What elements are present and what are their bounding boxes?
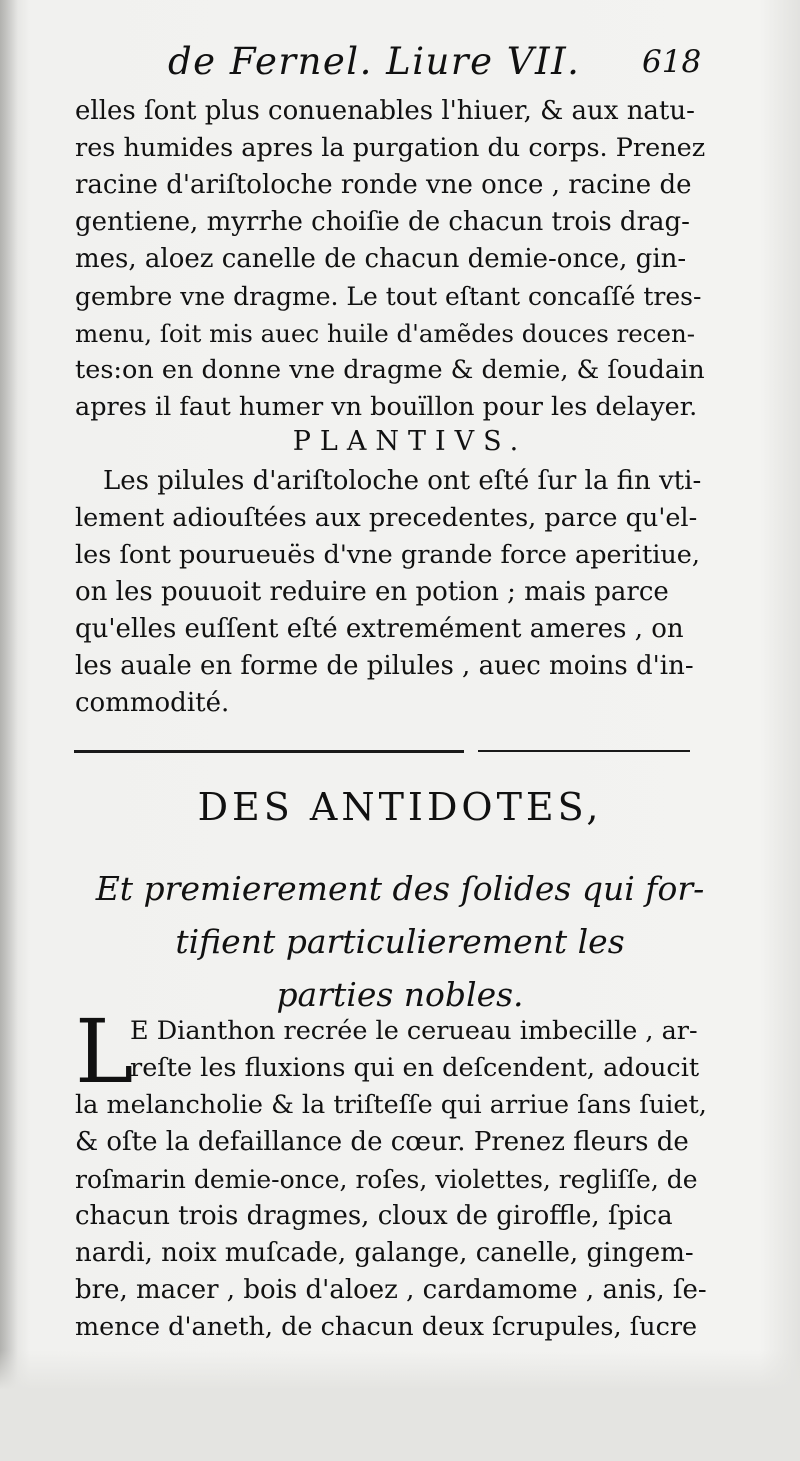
text-line: menu, ſoit mis auec huile d'amẽdes douces recen- bbox=[75, 319, 696, 348]
text-line: mes, aloez canelle de chacun demie-once, gin- bbox=[75, 244, 687, 274]
text-line: commodité. bbox=[75, 688, 230, 718]
running-head: de Fernel. Liure VII. bbox=[168, 40, 581, 83]
text-line: reſte les fluxions qui en deſcendent, adoucit bbox=[130, 1053, 700, 1083]
text-line: nardi, noix muſcade, galange, canelle, gingem- bbox=[75, 1238, 694, 1268]
text-line: elles ſont plus conuenables l'hiuer, & aux natu- bbox=[75, 96, 695, 126]
page-bottom-shadow bbox=[0, 1350, 800, 1461]
section-divider bbox=[74, 750, 464, 753]
drop-cap: L bbox=[75, 1000, 134, 1103]
text-line: res humides apres la purgation du corps. Prenez bbox=[75, 133, 706, 163]
page-number: 618 bbox=[642, 44, 702, 80]
subtitle-line: parties nobles. bbox=[276, 975, 524, 1014]
text-line: lement adiouſtées aux precedentes, parce qu'el- bbox=[75, 503, 698, 533]
text-line: la melancholie & la triſteſſe qui arriue ſans ſuiet, bbox=[75, 1090, 707, 1120]
text-line: les auale en forme de pilules , auec moins d'in- bbox=[75, 651, 694, 681]
text-line: bre, macer , bois d'aloez , cardamome , anis, ſe- bbox=[75, 1275, 707, 1305]
section-divider bbox=[478, 750, 690, 752]
text-line: racine d'ariſtoloche ronde vne once , racine de bbox=[75, 170, 692, 200]
text-line: Les pilules d'ariſtoloche ont eſté ſur la fin vti- bbox=[103, 466, 702, 496]
section-title: DES ANTIDOTES, bbox=[197, 785, 603, 829]
text-line: les ſont pourueuës d'vne grande force aperitiue, bbox=[75, 540, 700, 570]
text-line: on les pouuoit reduire en potion ; mais parce bbox=[75, 577, 669, 607]
section-subtitle bbox=[0, 862, 800, 1021]
paragraph-preparation bbox=[75, 93, 707, 426]
text-line: E Dianthon recrée le cerueau imbecille , ar- bbox=[130, 1016, 698, 1046]
text-line: tes:on en donne vne dragme & demie, & ſoudain bbox=[75, 355, 705, 385]
text-line: gentiene, myrrhe choiſie de chacun trois drag- bbox=[75, 207, 690, 237]
text-line: qu'elles euſſent eſté extremément ameres , on bbox=[75, 614, 684, 644]
text-line: & oſte la defaillance de cœur. Prenez fleurs de bbox=[75, 1127, 689, 1157]
gutter-shadow bbox=[0, 0, 18, 1461]
text-line: gembre vne dragme. Le tout eſtant concaſſé tres- bbox=[75, 282, 702, 311]
text-line: roſmarin demie-once, roſes, violettes, regliſſe, de bbox=[75, 1165, 698, 1194]
page-header bbox=[0, 40, 800, 90]
text-line: apres il faut humer vn bouïllon pour les delayer. bbox=[75, 392, 698, 422]
commentary-heading: PLANTIVS. bbox=[292, 426, 528, 457]
subtitle-line: Et premierement des ſolides qui for- bbox=[95, 869, 705, 908]
paragraph-dianthon bbox=[75, 1000, 707, 1346]
text-line: mence d'aneth, de chacun deux ſcrupules, ſucre bbox=[75, 1312, 698, 1342]
subtitle-line: tifient particulierement les bbox=[175, 922, 625, 961]
paragraph-commentary bbox=[75, 463, 707, 722]
text-line: chacun trois dragmes, cloux de giroffle, ſpica bbox=[75, 1201, 673, 1231]
